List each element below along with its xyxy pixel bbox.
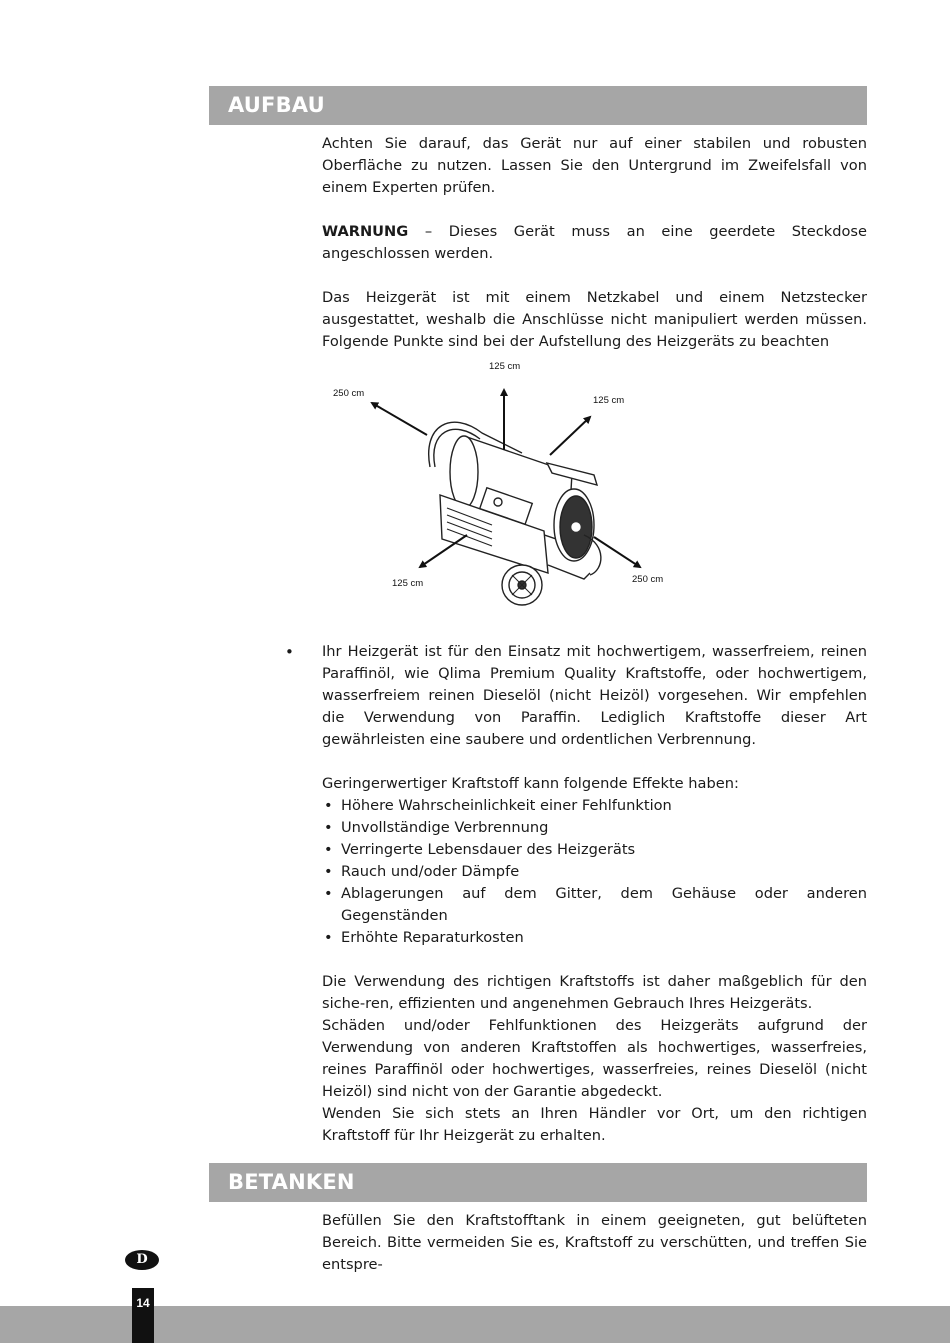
label-top-right: 125 cm	[593, 395, 625, 406]
effects-list	[322, 795, 867, 949]
fuel-bullet: •	[285, 643, 294, 661]
clearance-figure	[322, 355, 682, 620]
fuel-closing-1: Die Verwendung des richtigen Kraftstoffs ist daher maßgeblich für den siche-ren, effizienten und angenehmen Gebrauch Ihres Heizgeräts.	[322, 973, 867, 1012]
section-header-aufbau	[209, 86, 867, 125]
label-bottom-right: 250 cm	[632, 574, 664, 585]
warning-label: WARNUNG	[322, 223, 409, 240]
arrow-top-left	[372, 403, 427, 435]
aufbau-text	[322, 133, 867, 353]
list-item: • Unvollständige Verbrennung	[322, 817, 867, 839]
list-item: • Rauch und/oder Dämpfe	[322, 861, 867, 883]
section-title-aufbau: AUFBAU	[228, 93, 325, 117]
page-number: 14	[132, 1288, 154, 1343]
list-item: • Erhöhte Reparaturkosten	[322, 927, 867, 949]
arrow-top-right	[550, 417, 590, 455]
list-item: • Verringerte Lebensdauer des Heizgeräts	[322, 839, 867, 861]
fuel-closing-3: Wenden Sie sich stets an Ihren Händler vor Ort, um den richtigen Kraftstoff für Ihr Heizgerät zu erhalten.	[322, 1105, 867, 1144]
heater-clearance-diagram	[322, 355, 682, 620]
aufbau-paragraph-3: Das Heizgerät ist mit einem Netzkabel und einem Netzstecker ausgestattet, weshalb die Anschlüsse nicht manipuliert werden müssen. Folgende Punkte sind bei der Aufstellung des Heizgeräts zu beachten	[322, 289, 867, 350]
effects-intro: Geringerwertiger Kraftstoff kann folgende Effekte haben:	[322, 775, 739, 792]
language-badge: D	[125, 1250, 159, 1270]
warning-text: – Dieses Gerät muss an eine geerdete Steckdose angeschlossen werden.	[322, 223, 867, 262]
fuel-text	[322, 641, 867, 1147]
betanken-text	[322, 1210, 867, 1276]
fuel-intro: Ihr Heizgerät ist für den Einsatz mit hochwertigem, wasserfreiem, reinen Paraffinöl, wie Qlima Premium Quality Kraftstoffe, oder hochwertigem, wasserfreiem reinen Dieselöl (nicht Heizöl) vorgesehen. Wir empfehlen die Verwendung von Paraffin. Lediglich Kraftstoffe dieser Art gewährleisten eine saubere und ordentlichen Verbrennung.	[322, 643, 867, 748]
aufbau-paragraph-1: Achten Sie darauf, das Gerät nur auf einer stabilen und robusten Oberfläche zu nutzen. Lassen Sie den Untergrund im Zweifelsfall von einem Experten prüfen.	[322, 135, 867, 196]
list-item: • Höhere Wahrscheinlichkeit einer Fehlfunktion	[322, 795, 867, 817]
label-top-left: 250 cm	[333, 388, 365, 399]
section-header-betanken	[209, 1163, 867, 1202]
heater-illustration	[429, 422, 601, 605]
fuel-closing-2: Schäden und/oder Fehlfunktionen des Heizgeräts aufgrund der Verwendung von anderen Kraftstoffen als hochwertiges, wasserfreies, reines Paraffinöl oder hochwertiges, wasserfreies, reines Dieselöl (nicht Heizöl) sind nicht von der Garantie abgedeckt.	[322, 1017, 867, 1100]
label-bottom-left: 125 cm	[392, 578, 424, 589]
list-item: • Ablagerungen auf dem Gitter, dem Gehäuse oder anderen Gegenständen	[322, 883, 867, 927]
section-title-betanken: BETANKEN	[228, 1170, 355, 1194]
betanken-paragraph-1: Befüllen Sie den Kraftstofftank in einem geeigneten, gut belüfteten Bereich. Bitte vermeiden Sie es, Kraftstoff zu verschütten, und treffen Sie entspre-	[322, 1212, 867, 1273]
aufbau-warning	[322, 221, 867, 265]
label-top: 125 cm	[489, 361, 521, 372]
